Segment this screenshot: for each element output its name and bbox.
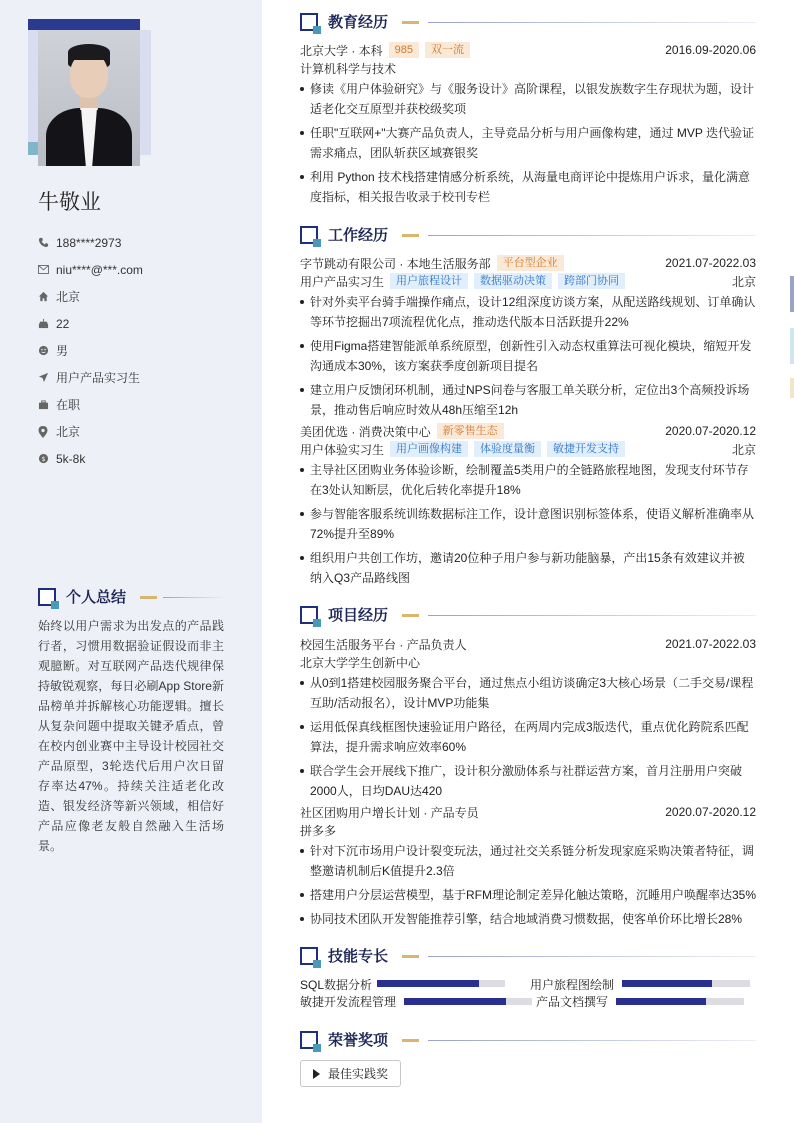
job-role: 用户体验实习生 bbox=[300, 442, 385, 457]
company-name: 美团优选 · 消费决策中心 bbox=[300, 424, 431, 439]
job-city: 北京 bbox=[731, 274, 756, 289]
projects-section-header bbox=[300, 604, 756, 626]
school-tag: 双一流 bbox=[425, 42, 470, 58]
info-email bbox=[38, 256, 248, 283]
position-text: 用户产品实习生 bbox=[56, 371, 141, 385]
skill-tag: 敏捷开发支持 bbox=[547, 441, 625, 457]
skill-tag: 体验度量衡 bbox=[474, 441, 541, 457]
projects-title: 项目经历 bbox=[328, 606, 389, 624]
skill-bar bbox=[377, 980, 505, 987]
school-tag: 985 bbox=[389, 42, 419, 58]
info-target-city bbox=[38, 418, 248, 445]
status-text: 在职 bbox=[56, 398, 81, 412]
summary-text: 始终以用户需求为出发点的产品践行者，习惯用数据验证假设而非主观臆断。对互联网产品迭代规律保持敏锐观察，每日必刷App Store新品榜单并拆解核心功能逻辑。擅长从复杂问题中提取关键矛盾点，曾在校内创业赛中主导设计校园社交产品原型，3轮迭代后用户次日留存率达47%。持续关注适老化改造、银发经济等新兴领域，相信好产品应像老友般自然融入生活场景。 bbox=[38, 619, 224, 853]
location-text: 北京 bbox=[56, 290, 81, 304]
candidate-name: 牛敬业 bbox=[38, 190, 101, 214]
edge-marker bbox=[790, 328, 794, 364]
photo-corner-accent bbox=[28, 142, 38, 155]
skill-tag: 跨部门协同 bbox=[558, 273, 625, 289]
skill-name: 产品文档撰写 bbox=[536, 994, 609, 1009]
section-square-icon bbox=[300, 226, 318, 244]
skills-section-header bbox=[300, 945, 756, 967]
contact-info bbox=[38, 229, 248, 472]
project-date: 2021.07-2022.03 bbox=[665, 637, 756, 651]
school-name: 北京大学 · 本科 bbox=[300, 43, 383, 58]
salary-text: 5k-8k bbox=[56, 451, 86, 466]
work-title: 工作经历 bbox=[328, 226, 389, 244]
project-bullet: 针对下沉市场用户设计裂变玩法，通过社交关系链分析发现家庭采购决策者特征，调整邀请机制后K值提升2.3倍 bbox=[300, 841, 756, 881]
skill-tag: 用户画像构建 bbox=[390, 441, 468, 457]
section-square-icon bbox=[300, 947, 318, 965]
education-entry bbox=[300, 41, 756, 211]
skill-name: SQL数据分析 bbox=[300, 977, 373, 992]
job-role: 用户产品实习生 bbox=[300, 274, 385, 289]
skills-title: 技能专长 bbox=[328, 947, 389, 965]
project-date: 2020.07-2020.12 bbox=[665, 805, 756, 819]
job-date: 2021.07-2022.03 bbox=[665, 256, 756, 270]
work-section-header bbox=[300, 224, 756, 246]
map-pin-icon bbox=[38, 426, 56, 438]
work-entry bbox=[300, 254, 756, 424]
job-bullet: 组织用户共创工作坊，邀请20位种子用户参与新功能脑暴，产出15条有效建议并被纳入Q3产品路线图 bbox=[300, 548, 756, 588]
age-text: 22 bbox=[56, 316, 70, 331]
target-city-text: 北京 bbox=[56, 425, 81, 439]
section-square-icon bbox=[300, 1031, 318, 1049]
education-title: 教育经历 bbox=[328, 13, 389, 31]
project-entry bbox=[300, 803, 756, 933]
skill-tag: 用户旅程设计 bbox=[390, 273, 468, 289]
skill-bar-fill bbox=[616, 998, 706, 1005]
avatar bbox=[38, 30, 140, 166]
project-bullet: 从0到1搭建校园服务聚合平台，通过焦点小组访谈确定3大核心场景（二手交易/课程互助/活动报名），设计MVP功能集 bbox=[300, 673, 756, 713]
skill-bar-fill bbox=[377, 980, 479, 987]
education-section-header bbox=[300, 11, 756, 33]
work-entry bbox=[300, 422, 756, 592]
gender-text: 男 bbox=[56, 344, 69, 358]
info-gender bbox=[38, 337, 248, 364]
skill-tag: 数据驱动决策 bbox=[474, 273, 552, 289]
phone-text: 188****2973 bbox=[56, 235, 122, 250]
skill-bar bbox=[622, 980, 750, 987]
project-bullet: 协同技术团队开发智能推荐引擎，结合地域消费习惯数据，使客单价环比增长28% bbox=[300, 909, 756, 929]
face-icon bbox=[38, 345, 56, 356]
skill-bar-fill bbox=[404, 998, 506, 1005]
project-bullet: 搭建用户分层运营模型，基于RFM理论制定差异化触达策略，沉睡用户唤醒率达35% bbox=[300, 885, 756, 905]
project-name: 校园生活服务平台 · 产品负责人 bbox=[300, 637, 467, 652]
home-icon bbox=[38, 291, 56, 302]
skill-name: 用户旅程图绘制 bbox=[530, 977, 615, 992]
skill-bar bbox=[616, 998, 744, 1005]
job-bullet: 参与智能客服系统训练数据标注工作，设计意图识别标签体系，使语义解析准确率从72%提升至89% bbox=[300, 504, 756, 544]
company-tag: 平台型企业 bbox=[497, 255, 564, 271]
send-icon bbox=[38, 372, 56, 383]
skill-bar-fill bbox=[622, 980, 712, 987]
phone-icon bbox=[38, 237, 56, 248]
project-bullet: 运用低保真线框图快速验证用户路径，在两周内完成3版迭代，重点优化跨院系匹配算法，提升需求响应效率60% bbox=[300, 717, 756, 757]
edge-marker bbox=[790, 276, 794, 312]
awards-section-header bbox=[300, 1029, 756, 1051]
info-salary bbox=[38, 445, 248, 472]
skill-bar bbox=[404, 998, 532, 1005]
summary-section-header bbox=[38, 586, 224, 608]
education-bullet: 利用 Python 技术栈搭建情感分析系统，从海量电商评论中提炼用户诉求，量化满意度指标，相关报告收录于校刊专栏 bbox=[300, 167, 756, 207]
education-bullet: 修读《用户体验研究》与《服务设计》高阶课程，以银发族数字生存现状为题，设计适老化交互原型并获校级奖项 bbox=[300, 79, 756, 119]
info-age bbox=[38, 310, 248, 337]
award-button[interactable] bbox=[300, 1060, 401, 1087]
education-bullet: 任职"互联网+"大赛产品负责人，主导竞品分析与用户画像构建，通过 MVP 迭代验证需求痛点，团队斩获区域赛银奖 bbox=[300, 123, 756, 163]
email-icon bbox=[38, 265, 56, 274]
job-bullet: 使用Figma搭建智能派单系统原型，创新性引入动态权重算法可视化模块，缩短开发沟通成本30%，该方案获季度创新项目提名 bbox=[300, 336, 756, 376]
company-tag: 新零售生态 bbox=[437, 423, 504, 439]
svg-text:$: $ bbox=[41, 454, 46, 463]
play-icon bbox=[313, 1069, 320, 1079]
money-icon bbox=[38, 453, 56, 464]
company-name: 字节跳动有限公司 · 本地生活服务部 bbox=[300, 256, 491, 271]
awards-title: 荣誉奖项 bbox=[328, 1031, 389, 1049]
section-square-icon bbox=[38, 588, 56, 606]
job-bullet: 主导社区团购业务体验诊断，绘制覆盖5类用户的全链路旅程地图，发现支付环节存在3处认知断层，优化后转化率提升18% bbox=[300, 460, 756, 500]
job-city: 北京 bbox=[731, 442, 756, 457]
job-date: 2020.07-2020.12 bbox=[665, 424, 756, 438]
skill-name: 敏捷开发流程管理 bbox=[300, 994, 397, 1009]
info-status bbox=[38, 391, 248, 418]
project-entry bbox=[300, 635, 756, 805]
award-label: 最佳实践奖 bbox=[328, 1067, 389, 1081]
project-bullet: 联合学生会开展线下推广，设计积分激励体系与社群运营方案，首月注册用户突破2000人，日均DAU达420 bbox=[300, 761, 756, 801]
job-bullet: 针对外卖平台骑手端操作痛点，设计12组深度访谈方案，从配送路线规划、订单确认等环节挖掘出7项流程优化点，推动迭代版本日活跃提升22% bbox=[300, 292, 756, 332]
info-position bbox=[38, 364, 248, 391]
briefcase-icon bbox=[38, 400, 56, 410]
summary-title: 个人总结 bbox=[66, 588, 127, 606]
info-phone bbox=[38, 229, 248, 256]
section-square-icon bbox=[300, 606, 318, 624]
education-date: 2016.09-2020.06 bbox=[665, 43, 756, 57]
info-location bbox=[38, 283, 248, 310]
email-text: niu****@***.com bbox=[56, 262, 143, 277]
sidebar bbox=[0, 0, 262, 1123]
section-square-icon bbox=[300, 13, 318, 31]
project-name: 社区团购用户增长计划 · 产品专员 bbox=[300, 805, 479, 820]
major: 计算机科学与技术 bbox=[300, 61, 397, 76]
project-org: 北京大学学生创新中心 bbox=[300, 655, 421, 670]
project-org: 拼多多 bbox=[300, 823, 337, 838]
edge-marker bbox=[790, 378, 794, 398]
cake-icon bbox=[38, 318, 56, 329]
job-bullet: 建立用户反馈闭环机制，通过NPS问卷与客服工单关联分析，定位出3个高频投诉场景，推动售后响应时效从48h压缩至12h bbox=[300, 380, 756, 420]
